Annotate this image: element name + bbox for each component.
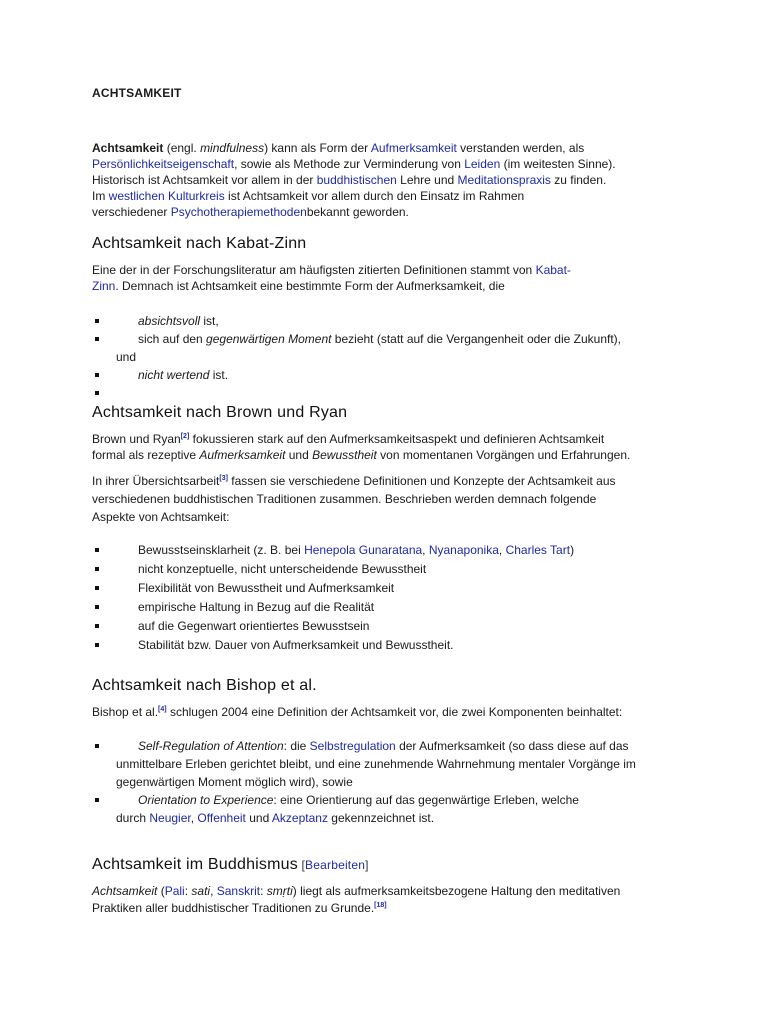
bullet-icon: [95, 337, 99, 341]
list-item-continuation: durch Neugier, Offenheit und Akzeptanz gekennzeichnet ist.: [116, 811, 435, 825]
bullet-icon: [95, 605, 99, 609]
list-item: Orientation to Experience: eine Orientierung auf das gegenwärtige Erleben, welche: [92, 791, 682, 809]
document-title: ACHTSAMKEIT: [92, 86, 182, 100]
heading-kabat-zinn: Achtsamkeit nach Kabat-Zinn: [92, 235, 307, 252]
link-nyanaponika[interactable]: Nyanaponika: [428, 543, 499, 557]
brown-paragraph-2: In ihrer Übersichtsarbeit[3] fassen sie verschiedene Definitionen und Konzepte der Achtsamkeit aus verschiedenen buddhistischen Traditionen zusammen. Beschrieben werden demnach folgende Aspekte von Achtsamkeit:: [92, 474, 616, 524]
intro-term: Achtsamkeit: [92, 141, 164, 155]
link-selbstregulation[interactable]: Selbstregulation: [309, 739, 396, 753]
link-offenheit[interactable]: Offenheit: [197, 811, 246, 825]
heading-buddhismus: Achtsamkeit im Buddhismus [Bearbeiten]: [92, 856, 369, 873]
bullet-icon: [95, 548, 99, 552]
list-item: nicht konzeptuelle, nicht unterscheidende Bewusstheit: [92, 560, 682, 579]
reference-2[interactable]: [2]: [180, 433, 190, 440]
link-psychotherapiemethoden[interactable]: Psychotherapiemethoden: [170, 205, 307, 219]
heading-brown-ryan: Achtsamkeit nach Brown und Ryan: [92, 404, 348, 421]
list-item-continuation: gegenwärtigen Moment möglich wird), sowie: [116, 775, 353, 789]
link-henepola-gunaratana[interactable]: Henepola Gunaratana: [304, 543, 423, 557]
list-item: Self-Regulation of Attention: die Selbstregulation der Aufmerksamkeit (so dass diese auf das: [92, 737, 682, 755]
link-pali[interactable]: Pali: [164, 884, 185, 898]
list-item: Stabilität bzw. Dauer von Aufmerksamkeit und Bewusstheit.: [92, 636, 682, 655]
bullet-icon: [95, 586, 99, 590]
bullet-icon: [95, 391, 99, 395]
link-leiden[interactable]: Leiden: [464, 157, 501, 171]
link-aufmerksamkeit[interactable]: Aufmerksamkeit: [370, 141, 457, 155]
reference-3[interactable]: [3]: [219, 475, 228, 482]
link-kabat-zinn[interactable]: Kabat-: [535, 263, 571, 277]
link-persoenlichkeitseigenschaft[interactable]: Persönlichkeitseigenschaft: [92, 157, 235, 171]
bullet-icon: [95, 643, 99, 647]
link-buddhistischen[interactable]: buddhistischen: [316, 173, 397, 187]
heading-bishop: Achtsamkeit nach Bishop et al.: [92, 677, 317, 694]
bullet-icon: [95, 624, 99, 628]
brown-list: [92, 541, 682, 655]
bishop-paragraph: Bishop et al.[4] schlugen 2004 eine Definition der Achtsamkeit vor, die zwei Komponenten beinhaltet:: [92, 705, 623, 719]
bullet-icon: [95, 373, 99, 377]
intro-paragraph: Achtsamkeit (engl. mindfulness) kann als Form der Aufmerksamkeit verstanden werden, als Persönlichkeitseigenschaft, sowie als Methode zur Verminderung von Leiden (im weitesten Sinne). Historisch ist Achtsamkeit vor allem in der buddhistischen Lehre und Meditationspraxis zu finden. Im westlichen Kulturkreis ist Achtsamkeit vor allem durch den Einsatz im Rahmen verschiedener Psychotherapiemethodenbekannt geworden.: [92, 141, 616, 219]
link-neugier[interactable]: Neugier: [149, 811, 191, 825]
reference-4[interactable]: [4]: [158, 706, 167, 713]
list-item: Bewusstseinsklarheit (z. B. bei Henepola Gunaratana, Nyanaponika, Charles Tart): [92, 541, 682, 560]
buddhismus-paragraph: Achtsamkeit (Pali: sati, Sanskrit: smṛti) liegt als aufmerksamkeitsbezogene Haltung den meditativen Praktiken aller buddhistischer Traditionen zu Grunde.[18]: [92, 884, 621, 915]
bullet-icon: [95, 567, 99, 571]
list-item: empirische Haltung in Bezug auf die Realität: [92, 598, 682, 617]
bullet-icon: [95, 319, 99, 323]
bishop-list: [92, 737, 682, 827]
link-westlichen-kulturkreis[interactable]: westlichen Kulturkreis: [108, 189, 225, 203]
list-item-continuation: und: [116, 350, 137, 364]
brown-paragraph-1: Brown und Ryan[2] fokussieren stark auf den Aufmerksamkeitsaspekt und definieren Achtsamkeit formal als rezeptive Aufmerksamkeit und Bewusstheit von momentanen Vorgängen und Erfahrungen.: [92, 432, 631, 462]
list-item: auf die Gegenwart orientiertes Bewusstsein: [92, 617, 682, 636]
bullet-icon: [95, 798, 99, 802]
list-item: nicht wertend ist.: [92, 366, 682, 384]
kabat-paragraph: Eine der in der Forschungsliteratur am häufigsten zitierten Definitionen stammt von Kabat- Zinn. Demnach ist Achtsamkeit eine bestimmte Form der Aufmerksamkeit, die: [92, 263, 571, 293]
list-item: absichtsvoll ist,: [92, 312, 682, 330]
list-item: Flexibilität von Bewusstheit und Aufmerksamkeit: [92, 579, 682, 598]
link-akzeptanz[interactable]: Akzeptanz: [271, 811, 328, 825]
list-item-continuation: unmittelbare Erleben gerichtet bleibt, und eine zunehmende Wahrnehmung mentaler Vorgänge im: [116, 757, 636, 771]
link-sanskrit[interactable]: Sanskrit: [216, 884, 261, 898]
reference-18[interactable]: [18]: [374, 902, 387, 909]
list-item-empty: [92, 384, 682, 402]
link-kabat-zinn-2[interactable]: Zinn: [92, 279, 116, 293]
kabat-list: [92, 312, 682, 402]
link-charles-tart[interactable]: Charles Tart: [505, 543, 571, 557]
link-meditationspraxis[interactable]: Meditationspraxis: [457, 173, 551, 187]
edit-section-link[interactable]: Bearbeiten: [305, 858, 366, 872]
list-item: sich auf den gegenwärtigen Moment bezieht (statt auf die Vergangenheit oder die Zukunft),: [92, 330, 682, 348]
bullet-icon: [95, 744, 99, 748]
